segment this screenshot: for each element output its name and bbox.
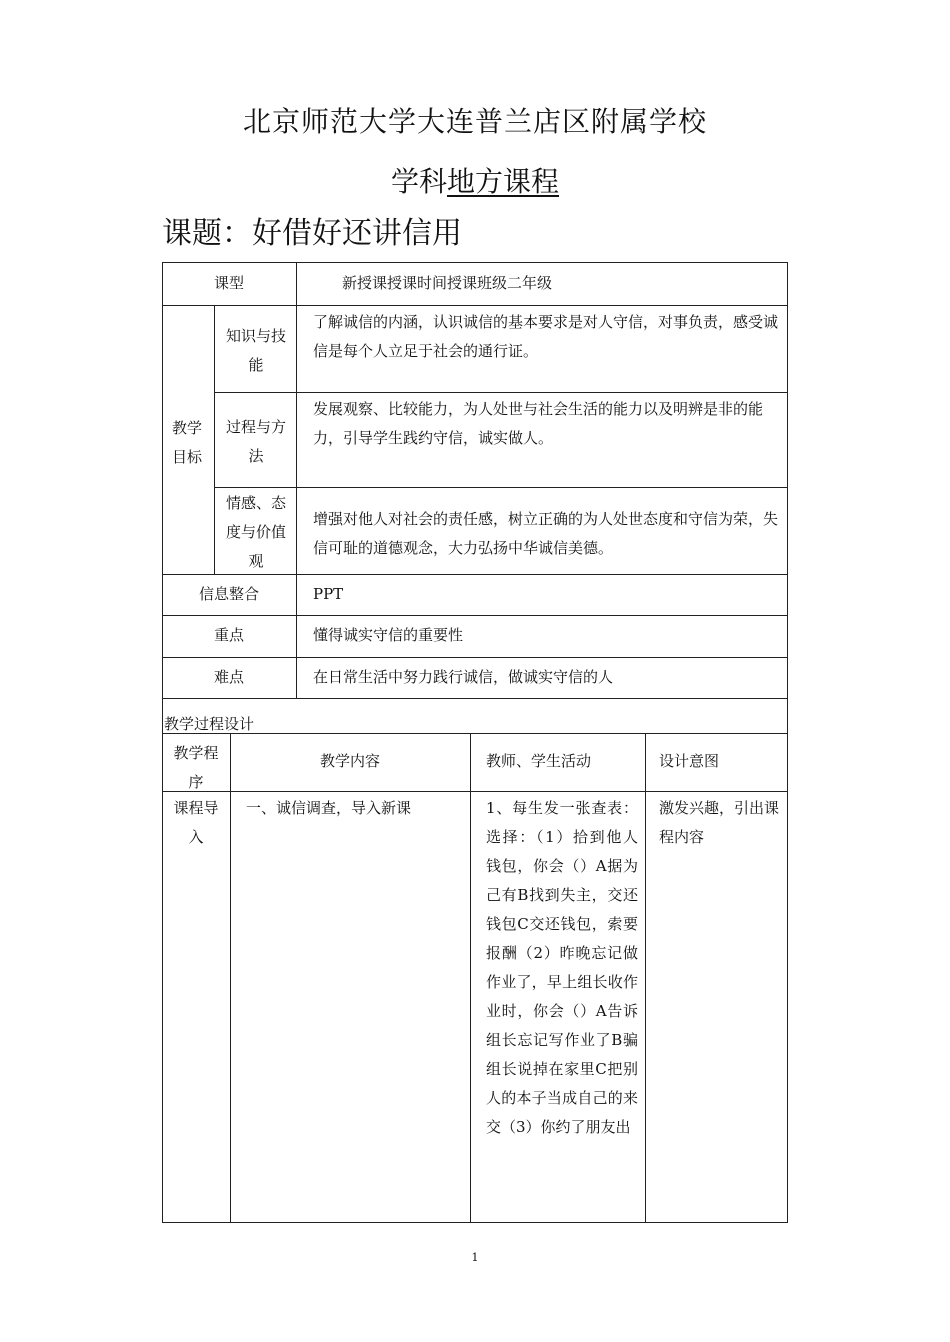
- row-content: 一、诚信调查，导入新课: [246, 799, 412, 817]
- objective-label-process: 过程与方法: [225, 418, 286, 465]
- objectives-group-label: 教学目标: [172, 419, 203, 466]
- info-label: 信息整合: [198, 585, 259, 603]
- objective-label-attitude: 情感、态度与价值观: [225, 494, 286, 570]
- course-type-value: 新授课授课时间授课班级二年级: [342, 274, 553, 292]
- difficulty-label: 难点: [213, 668, 244, 686]
- course-type-label: 课型: [213, 274, 244, 292]
- key-point-value: 懂得诚实守信的重要性: [313, 626, 464, 644]
- header-intent: 设计意图: [659, 752, 720, 770]
- info-value: PPT: [313, 585, 344, 603]
- school-title: 北京师范大学大连普兰店区附属学校: [242, 105, 707, 138]
- subject-line: [0, 160, 950, 200]
- objective-content-process: 发展观察、比较能力，为人处世与社会生活的能力以及明辨是非的能力，引导学生践约守信，诚实做人。: [313, 400, 764, 447]
- subject-name: 地方课程: [447, 165, 560, 198]
- key-point-label: 重点: [213, 626, 244, 644]
- objective-content-knowledge: 了解诚信的内涵，认识诚信的基本要求是对人守信，对事负责，感受诚信是每个人立足于社会的通行证。: [313, 313, 779, 360]
- difficulty-value: 在日常生活中努力践行诚信，做诚实守信的人: [313, 668, 614, 686]
- lesson-topic: 课题：好借好还讲信用: [162, 216, 462, 251]
- process-title: 教学过程设计: [164, 715, 255, 733]
- header-content: 教学内容: [319, 752, 380, 770]
- row-intent: 激发兴趣，引出课程内容: [659, 799, 780, 846]
- row-procedure: 课程导入: [173, 799, 219, 846]
- header-activity: 教师、学生活动: [486, 752, 592, 770]
- objective-content-attitude: 增强对他人对社会的责任感，树立正确的为人处世态度和守信为荣，失信可耻的道德观念，大力弘扬中华诚信美德。: [313, 510, 779, 557]
- subject-prefix: 学科: [390, 165, 447, 198]
- objective-label-knowledge: 知识与技能: [225, 327, 286, 374]
- row-activity: 1、每生发一张查表：选择：（1）拾到他人钱包，你会（）A据为己有B找到失主，交还钱包C交还钱包，索要报酬（2）昨晚忘记做作业了，早上组长收作业时，你会（）A告诉组长忘记写作业了B骗组长说掉在家里C把别人的本子当成自己的来交（3）你约了朋友出: [486, 799, 638, 1136]
- header-procedure: 教学程序: [173, 744, 219, 791]
- page-number: 1: [471, 1251, 479, 1264]
